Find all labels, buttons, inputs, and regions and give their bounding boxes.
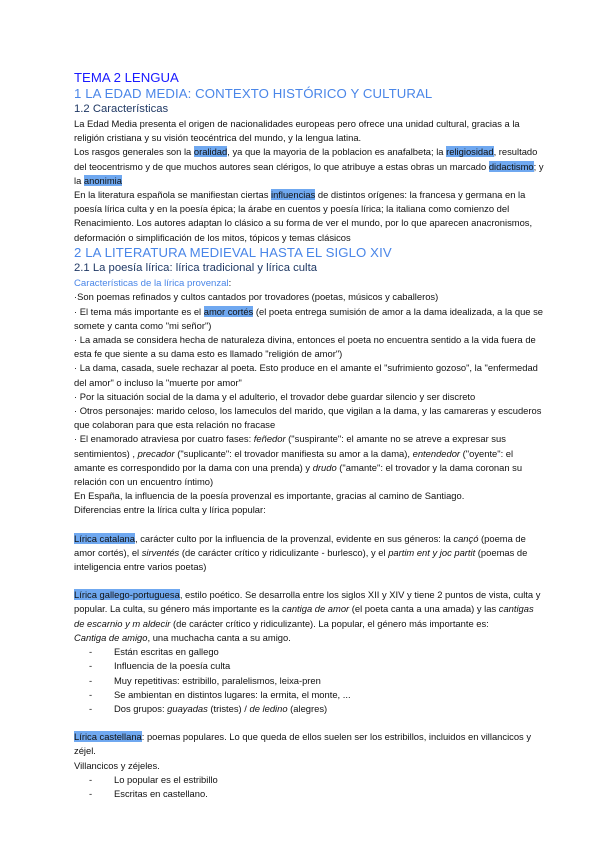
document-title: TEMA 2 LENGUA <box>74 70 179 85</box>
section-2-1-subheading: 2.1 La poesía lírica: lírica tradicional y lírica culta <box>74 261 317 274</box>
text: ("amante": el trovador y la dama coronan su relación con un encuentro íntimo) <box>74 461 523 488</box>
term: partim ent y joc partit <box>388 546 476 558</box>
text: (poema de amor cortés), el <box>74 532 526 558</box>
provenzal-heading-line <box>74 276 544 291</box>
text: (de carácter crítico y ridiculizante). La popular, el género más importante es: <box>170 617 489 629</box>
text: · El tema más importante es el <box>74 305 204 317</box>
cantiga-amigo-list <box>74 645 544 716</box>
text: , estilo poético. Se desarrolla entre los siglos XII y XIV y tiene 2 puntos de vista, culta y popular. La culta, su género más importante es la <box>74 589 541 615</box>
text: ("suspirante": el amante no se atreve a expresar sus sentimientos) , <box>74 433 506 459</box>
highlight-didactismo: didactismo <box>488 160 534 172</box>
highlight-lirica-gallego: Lírica gallego-portuguesa <box>74 589 180 601</box>
text: : poemas populares. Lo que queda de ellos suelen ser los estribillos, incluidos en villancicos y zéjel. <box>74 731 532 757</box>
provenzal-heading: Características de la lírica provenzal <box>74 277 229 289</box>
highlight-lirica-castellana: Lírica castellana <box>74 731 142 743</box>
text: ; y la <box>74 160 544 186</box>
highlight-influencias: influencias <box>270 189 316 201</box>
highlight-lirica-catalana: Lírica catalana <box>74 532 135 544</box>
text: ("suplicante": el trovador manifiesta su amor a la dama), <box>174 447 413 459</box>
text: (alegres) <box>287 702 328 714</box>
paragraph-rasgos <box>74 145 544 188</box>
list-item: - Influencia de la poesía culta <box>74 659 544 673</box>
text: de distintos orígenes: la francesa y germana en la poesía lírica culta y en la poesía épica; la árabe en cuentos y poesía lírica; la italiana como comienzo del Renacimiento. Los autores adaptan lo clásico a su forma de ver el mundo, por lo que aparecen anacronismos, deformación o simplificación de los mitos, tópicos y temas clásicos <box>74 189 533 243</box>
list-item: - Muy repetitivas: estribillo, paralelismos, leixa-pren <box>74 674 544 688</box>
highlight-oralidad: oralidad <box>193 146 228 158</box>
provenzal-bullet-2 <box>74 305 544 333</box>
term: sirventés <box>141 546 180 558</box>
term: de ledino <box>249 702 288 714</box>
provenzal-bullet-1: ·Son poemas refinados y cultos cantados por trovadores (poetas, músicos y caballeros) <box>74 291 439 303</box>
paragraph-villancicos: Villancicos y zéjeles. <box>74 759 160 771</box>
spacer <box>74 574 544 588</box>
villancicos-list <box>74 773 544 801</box>
section-1-heading: 1 LA EDAD MEDIA: CONTEXTO HISTÓRICO Y CULTURAL <box>74 86 433 101</box>
term: cantigas de escarnio y m aldecir <box>74 603 534 629</box>
highlight-religiosidad: religiosidad <box>446 146 494 158</box>
provenzal-bullet-4: · La dama, casada, suele rechazar al poeta. Esto produce en el amante el "sufrimiento gozoso", la "enfermedad del amor" o incluso la "muerte por amor" <box>74 362 538 388</box>
list-item: - Están escritas en gallego <box>74 645 544 659</box>
provenzal-bullet-5: · Por la situación social de la dama y el adulterio, el trovador debe guardar silencio y ser discreto <box>74 390 476 402</box>
text: (el poeta entrega sumisión de amor a la dama idealizada, a la que se somete y canta como "mi señor") <box>74 305 544 331</box>
paragraph-cantiga-amigo <box>74 631 544 645</box>
list-item: - Escritas en castellano. <box>74 787 544 801</box>
highlight-amor-cortes: amor cortés <box>203 305 254 317</box>
paragraph-espana: En España, la influencia de la poesía provenzal es importante, gracias al camino de Santiago. <box>74 490 465 502</box>
text: , una muchacha canta a su amigo. <box>147 631 291 643</box>
text: · El enamorado atraviesa por cuatro fases: <box>74 433 254 445</box>
term: cançó <box>453 532 479 544</box>
section-1-2-subheading: 1.2 Características <box>74 103 169 115</box>
list-item: - Se ambientan en distintos lugares: la ermita, el monte, ... <box>74 688 544 702</box>
paragraph-diferencias: Diferencias entre la lírica culta y lírica popular: <box>74 504 266 516</box>
text: (de carácter crítico y ridiculizante - burlesco), y el <box>179 546 389 558</box>
spacer <box>74 518 544 532</box>
text: (tristes) / <box>207 702 250 714</box>
text: ("oyente": el amante es correspondido por la dama con una prenda) y <box>74 447 514 473</box>
highlight-anonimia: anonimia <box>83 174 122 186</box>
text: En la literatura española se manifiestan ciertas <box>74 189 271 201</box>
list-item: - Lo popular es el estribillo <box>74 773 544 787</box>
text: , ya que la mayoria de la poblacion es anafalbeta; la <box>227 146 447 158</box>
paragraph-edad-media: La Edad Media presenta el origen de nacionalidades europeas pero ofrece una unidad cultural, gracias a la religión cristiana y su visión teocéntrica del mundo, y la lengua latina. <box>74 118 520 144</box>
paragraph-influencias <box>74 188 544 245</box>
provenzal-bullet-6: · Otros personajes: marido celoso, los lameculos del marido, que vigilan a la dama, y las camareras y escuderos que colaboran para que esta relación no fracase <box>74 405 542 431</box>
text: : <box>228 276 232 288</box>
provenzal-bullet-3: · La amada se considera hecha de naturaleza divina, entonces el poeta no encuentra sentido a la vida fuera de esta fe que siente a su dama esto es llamado "religión de amor") <box>74 334 536 360</box>
text: , resultado del teocentrismo y de que muchos autores sean clérigos, lo que atribuye a estas obras un marcado <box>74 146 538 172</box>
term: drudo <box>312 461 337 473</box>
term: Cantiga de amigo <box>74 631 148 643</box>
spacer <box>74 716 544 730</box>
document-page <box>74 70 544 801</box>
text: (poemas de inteligencia entre varios poetas) <box>74 546 528 573</box>
text: Los rasgos generales son la <box>74 146 194 158</box>
text: Dos grupos: <box>114 702 168 714</box>
term: entendedor <box>412 447 461 459</box>
term: feñedor <box>253 433 286 445</box>
list-item <box>74 702 544 716</box>
provenzal-bullet-7 <box>74 432 544 489</box>
term: guayadas <box>167 702 208 714</box>
paragraph-lirica-castellana <box>74 730 544 758</box>
text: (el poeta canta a una amada) y las <box>349 603 499 615</box>
term: cantiga de amor <box>281 603 350 615</box>
section-2-heading: 2 LA LITERATURA MEDIEVAL HASTA EL SIGLO XIV <box>74 244 392 260</box>
text: , carácter culto por la influencia de la provenzal, evidente en sus géneros: la <box>134 532 454 544</box>
term: precador <box>137 447 175 459</box>
paragraph-lirica-catalana <box>74 532 544 575</box>
paragraph-lirica-gallego <box>74 588 544 631</box>
